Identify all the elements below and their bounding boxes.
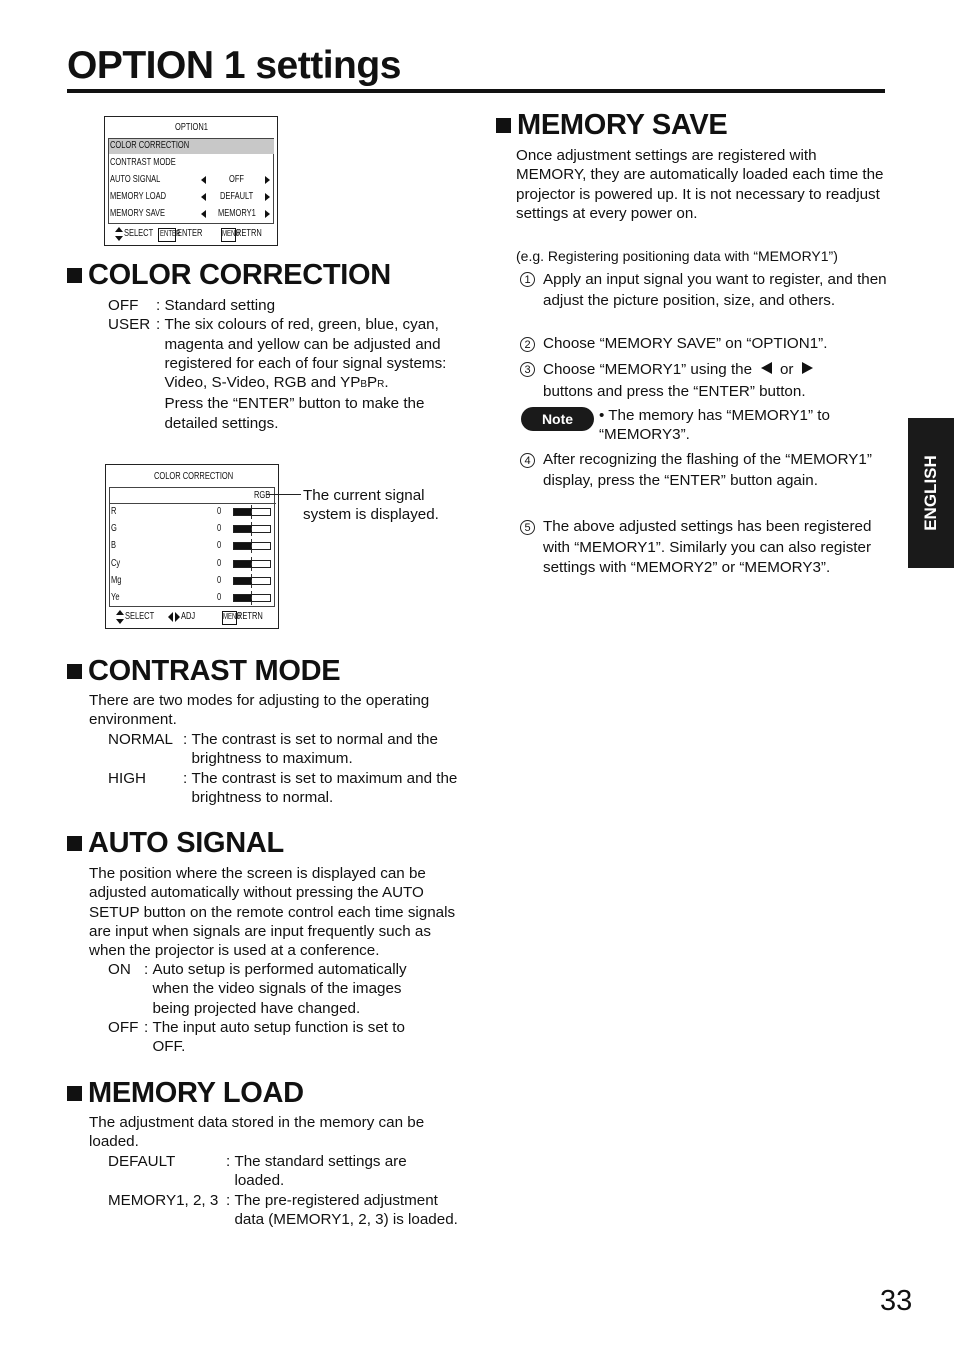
right-arrow-icon — [265, 193, 270, 201]
memory-save-step-5: 5 The above adjusted settings has been registered with “MEMORY1”. Similarly you can also register settings with “MEMORY2” or “MEMORY3”. — [520, 517, 888, 579]
enter-key-icon: ENTER — [158, 228, 176, 242]
left-arrow-icon — [201, 176, 206, 184]
footer-select: SELECT — [124, 228, 154, 239]
color-correction-text: OFF : Standard setting USER : The six colours of red, green, blue, cyan, magenta and yellow can be adjusted and registered for each of four signal systems: Video, S-Video, RGB and YPBPR. Press the “ENTER” button to make the detailed settings. — [108, 297, 447, 432]
left-right-arrow-icon — [168, 612, 180, 622]
option1-item-label: MEMORY SAVE — [110, 208, 166, 219]
option1-menu-title: OPTION1 — [175, 122, 208, 133]
step-number-icon: 4 — [520, 453, 535, 468]
cc-row-label: R — [111, 506, 117, 517]
cc-footer-select: SELECT — [125, 611, 155, 622]
option1-item-label: CONTRAST MODE — [110, 157, 176, 168]
cc-level-bar — [233, 525, 271, 533]
cc-level-bar — [233, 560, 271, 568]
step-number-icon: 2 — [520, 337, 535, 352]
memory-save-step-3: 3 Choose “MEMORY1” using the or buttons and press the “ENTER” button. — [520, 359, 888, 403]
callout-line — [267, 494, 301, 495]
cc-level-bar — [233, 508, 271, 516]
square-bullet-icon — [67, 268, 82, 283]
option1-item-label: MEMORY LOAD — [110, 191, 166, 202]
option1-item-value: OFF — [229, 174, 244, 185]
option1-item-value: DEFAULT — [220, 191, 254, 202]
cc-row-label: B — [111, 540, 117, 551]
right-arrow-icon — [265, 176, 270, 184]
page-number: 33 — [880, 1285, 913, 1317]
left-arrow-icon — [201, 210, 206, 218]
color-correction-heading: COLOR CORRECTION — [67, 259, 391, 291]
cc-row-value: 0 — [217, 506, 222, 517]
cc-row-value: 0 — [217, 592, 222, 603]
cc-level-bar — [233, 594, 271, 602]
memory-load-intro: The adjustment data stored in the memory can be loaded. — [89, 1114, 425, 1151]
memory-save-step-4: 4 After recognizing the flashing of the “MEMORY1” display, press the “ENTER” button again. — [520, 450, 888, 491]
left-button-icon — [761, 362, 772, 374]
auto-signal-intro: The position where the screen is displayed can be adjusted automatically without pressing the AUTO SETUP button on the remote control each time signals are input when signals are input frequently such as when the projector is used at a conference. — [89, 865, 456, 960]
memory-save-step-1: 1 Apply an input signal you want to register, and then adjust the picture position, size, and others. — [520, 269, 888, 311]
menu-key-icon: MENU — [222, 611, 237, 625]
contrast-mode-intro: There are two modes for adjusting to the operating environment. — [89, 692, 430, 729]
auto-signal-heading: AUTO SIGNAL — [67, 827, 284, 859]
contrast-mode-options: NORMAL : The contrast is set to normal and the brightness to maximum. HIGH : The contrast is set to maximum and the brightness to normal. — [108, 731, 458, 806]
square-bullet-icon — [67, 836, 82, 851]
title-rule — [67, 89, 885, 93]
footer-enter: ENTER — [177, 228, 203, 239]
step-number-icon: 3 — [520, 362, 535, 377]
option1-item-label: AUTO SIGNAL — [110, 174, 161, 185]
page-title: OPTION 1 settings — [67, 44, 401, 87]
auto-signal-options: ON : Auto setup is performed automatically when the video signals of the images being projected have changed. OFF : The input auto setup function is set to OFF. — [108, 961, 407, 1056]
square-bullet-icon — [67, 1086, 82, 1101]
right-button-icon — [802, 362, 813, 374]
note-text: • The memory has “MEMORY1” to “MEMORY3”. — [599, 407, 830, 444]
option1-item-value: MEMORY1 — [218, 208, 256, 219]
cc-level-bar — [233, 577, 271, 585]
cc-row-value: 0 — [217, 523, 222, 534]
cc-level-bar — [233, 542, 271, 550]
note-badge: Note — [521, 407, 594, 431]
contrast-mode-heading: CONTRAST MODE — [67, 655, 340, 687]
cc-row-value: 0 — [217, 558, 222, 569]
square-bullet-icon — [67, 664, 82, 679]
language-tab: ENGLISH — [908, 418, 954, 568]
cc-signal: RGB — [254, 490, 271, 501]
cc-footer-return: RETRN — [237, 611, 263, 622]
memory-load-options: DEFAULT : The standard settings are loaded. MEMORY1, 2, 3 : The pre-registered adjustment data (MEMORY1, 2, 3) is loaded. — [108, 1153, 458, 1228]
memory-save-intro: Once adjustment settings are registered with MEMORY, they are automatically loaded each time the projector is powered up. It is not necessary to readjust settings at every power on. — [516, 147, 884, 222]
memory-save-example: (e.g. Registering positioning data with “MEMORY1”) — [516, 248, 838, 264]
step-number-icon: 1 — [520, 272, 535, 287]
cc-row-value: 0 — [217, 575, 222, 586]
memory-save-heading: MEMORY SAVE — [496, 109, 727, 141]
color-correction-menu — [105, 464, 279, 629]
callout-text: The current signal system is displayed. — [303, 487, 439, 524]
cc-footer-adj: ADJ — [181, 611, 196, 622]
footer-return: RETRN — [236, 228, 262, 239]
square-bullet-icon — [496, 118, 511, 133]
cc-menu-title: COLOR CORRECTION — [154, 471, 234, 482]
memory-load-heading: MEMORY LOAD — [67, 1077, 304, 1109]
cc-row-value: 0 — [217, 540, 222, 551]
right-arrow-icon — [265, 210, 270, 218]
cc-row-label: Ye — [111, 592, 120, 603]
left-arrow-icon — [201, 193, 206, 201]
option1-menu — [104, 116, 278, 246]
cc-row-label: Mg — [111, 575, 122, 586]
menu-key-icon: MENU — [221, 228, 236, 242]
up-down-arrow-icon — [116, 610, 124, 624]
step-number-icon: 5 — [520, 520, 535, 535]
up-down-arrow-icon — [115, 227, 123, 241]
option1-item-label: COLOR CORRECTION — [110, 140, 190, 151]
cc-row-label: G — [111, 523, 117, 534]
memory-save-step-2: 2 Choose “MEMORY SAVE” on “OPTION1”. — [520, 334, 888, 353]
cc-row-label: Cy — [111, 558, 121, 569]
